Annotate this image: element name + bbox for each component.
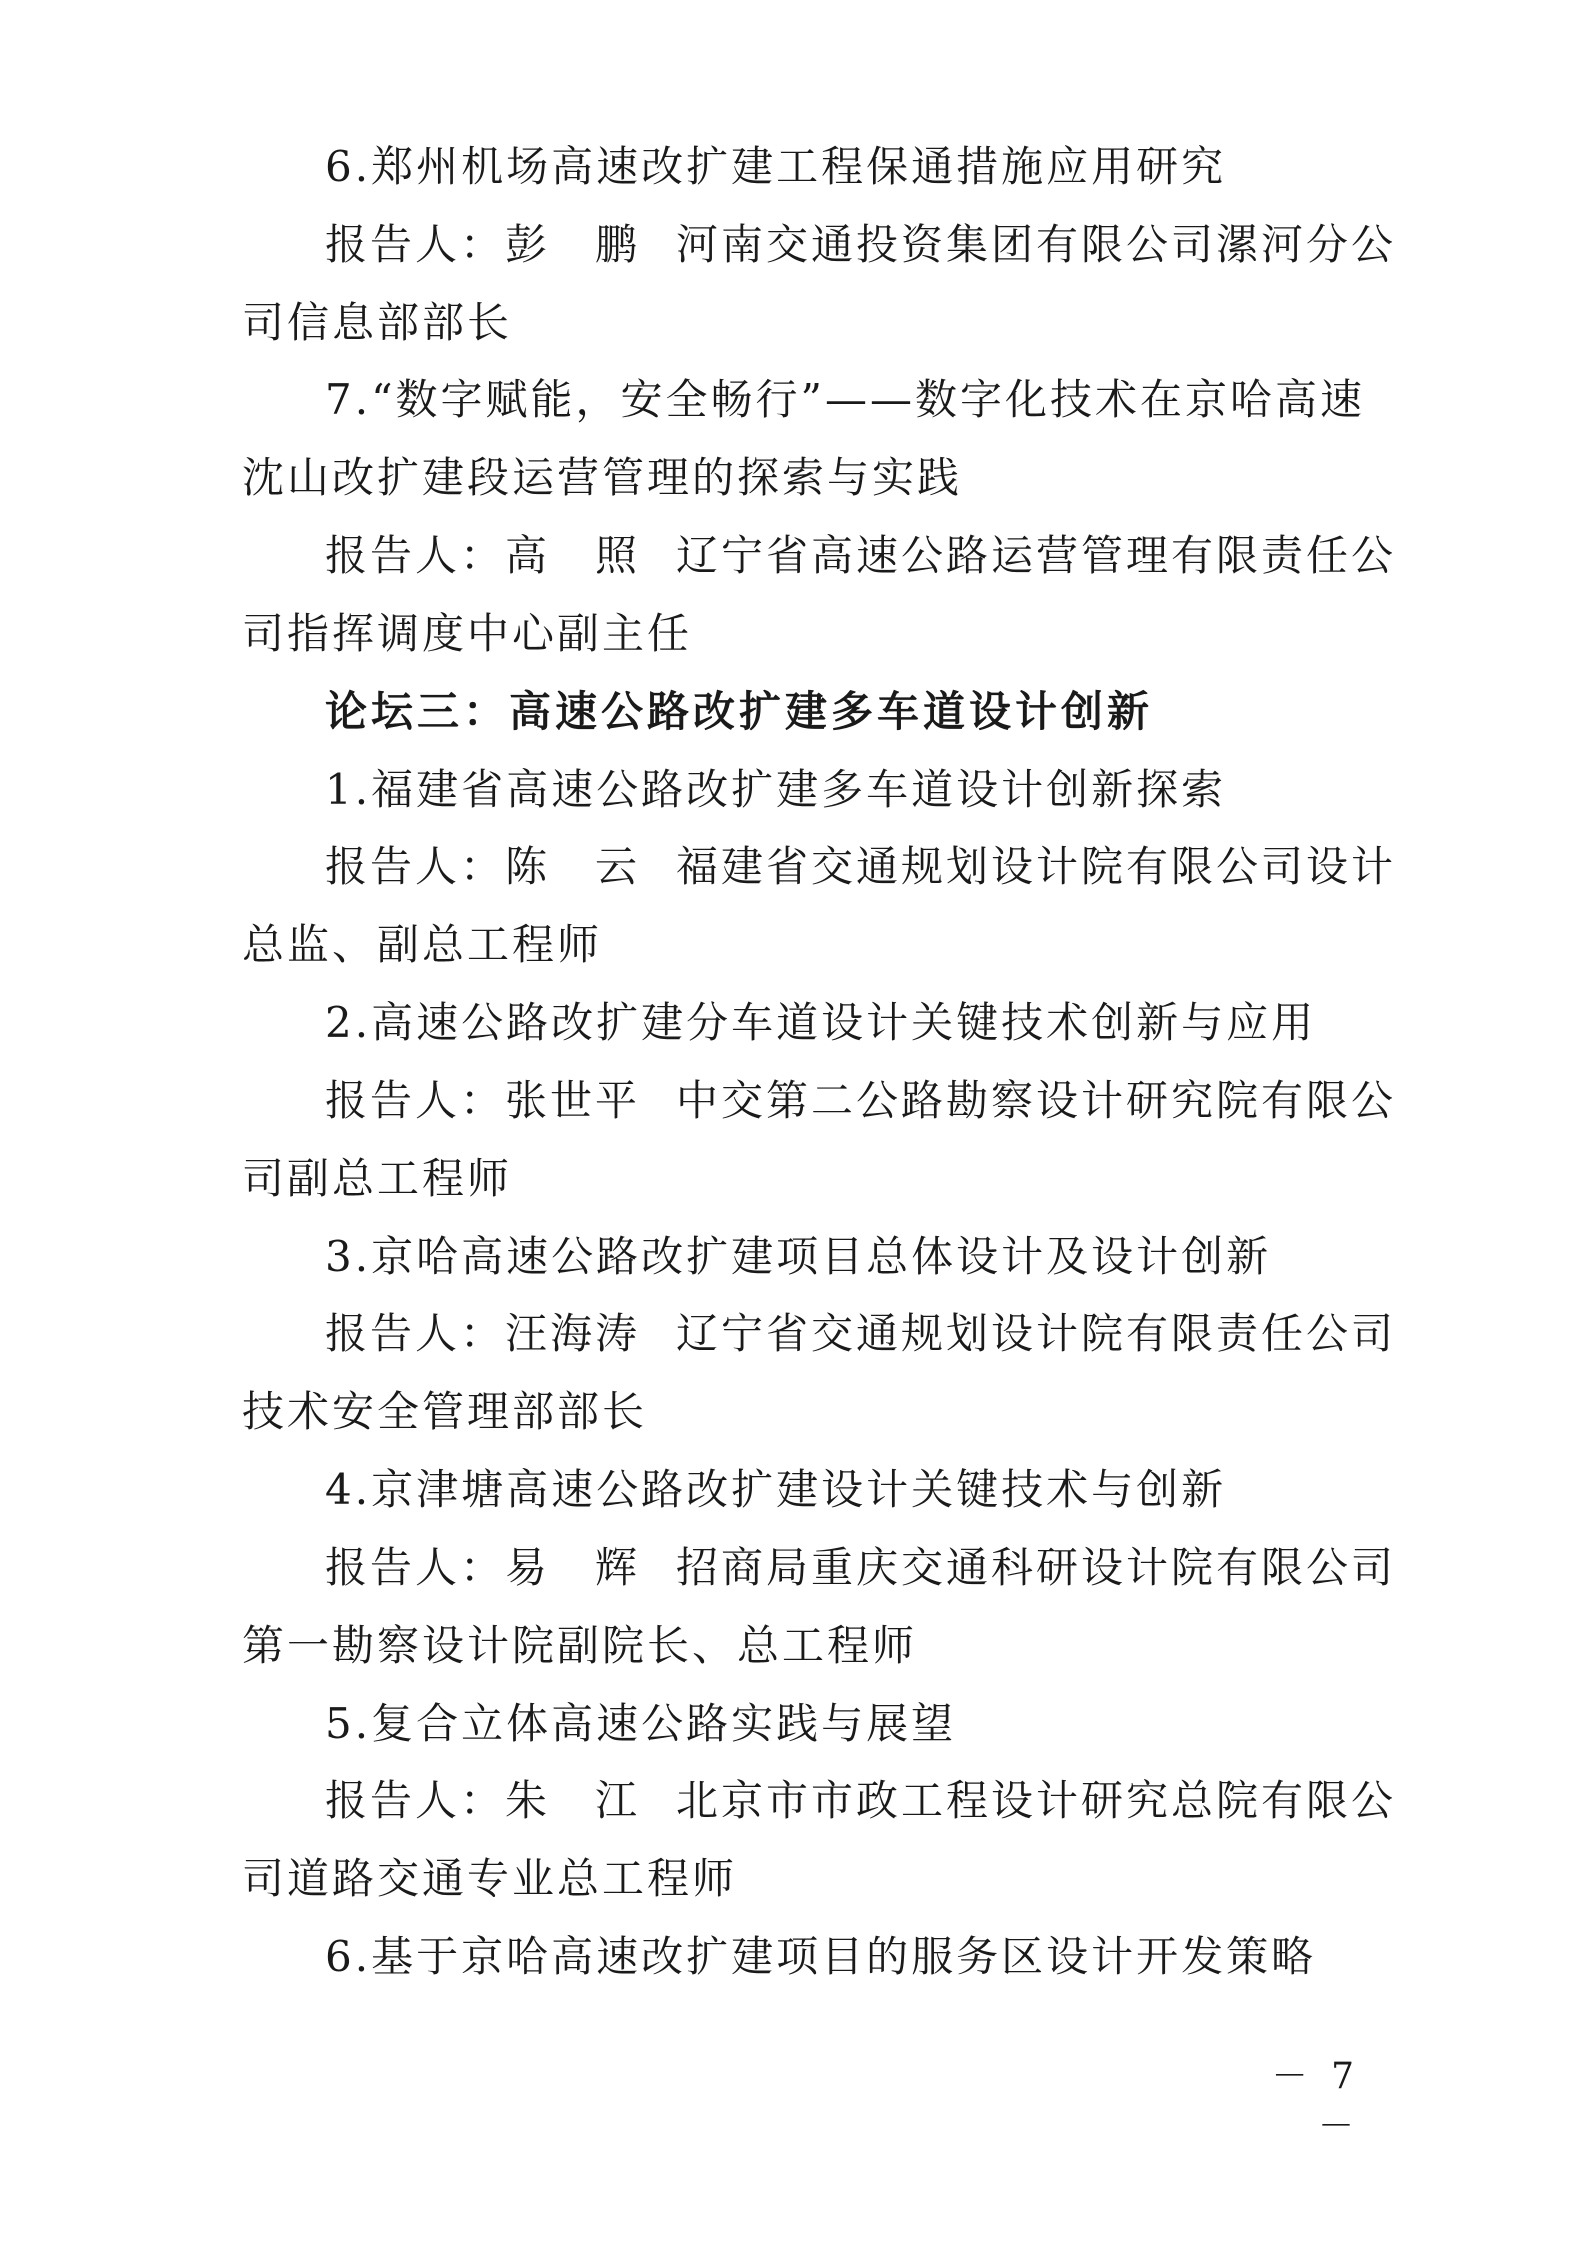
reporter-label: 报告人： — [325, 1076, 506, 1125]
reporter-name: 陈 云 — [505, 842, 641, 891]
f3-item-5-reporter-cont: 司道路交通专业总工程师 — [242, 1854, 738, 1903]
item-7-title: 7.“数字赋能，安全畅行”——数字化技术在京哈高速 — [325, 375, 1366, 424]
f3-item-4-title: 4.京津塘高速公路改扩建设计关键技术与创新 — [325, 1465, 1227, 1514]
reporter-org: 北京市市政工程设计研究总院有限公 — [676, 1776, 1397, 1825]
item-7-title-cont: 沈山改扩建段运营管理的探索与实践 — [242, 453, 963, 502]
reporter-name: 彭 鹏 — [505, 220, 641, 269]
reporter-name: 朱 江 — [505, 1776, 641, 1825]
reporter-name: 汪海涛 — [505, 1309, 641, 1358]
f3-item-1-reporter-cont: 总监、副总工程师 — [242, 920, 603, 969]
reporter-label: 报告人： — [325, 1543, 506, 1592]
f3-item-3-title: 3.京哈高速公路改扩建项目总体设计及设计创新 — [325, 1232, 1272, 1281]
reporter-label: 报告人： — [325, 1776, 506, 1825]
reporter-org: 辽宁省高速公路运营管理有限责任公 — [676, 531, 1397, 580]
f3-item-1-title: 1.福建省高速公路改扩建多车道设计创新探索 — [325, 765, 1227, 814]
reporter-name: 易 辉 — [505, 1543, 641, 1592]
f3-item-5-reporter — [325, 1762, 1397, 1840]
f3-item-4-reporter-cont: 第一勘察设计院副院长、总工程师 — [242, 1621, 918, 1670]
reporter-org: 中交第二公路勘察设计研究院有限公 — [676, 1076, 1397, 1125]
f3-item-5-title: 5.复合立体高速公路实践与展望 — [325, 1699, 957, 1748]
reporter-label: 报告人： — [325, 531, 506, 580]
item-6-reporter-cont: 司信息部部长 — [242, 298, 513, 347]
f3-item-3-reporter — [325, 1295, 1397, 1373]
f3-item-3-reporter-cont: 技术安全管理部部长 — [242, 1387, 648, 1436]
f3-item-1-reporter — [325, 828, 1397, 906]
reporter-org: 河南交通投资集团有限公司漯河分公 — [676, 220, 1397, 269]
f3-item-2-reporter-cont: 司副总工程师 — [242, 1154, 513, 1203]
reporter-name: 张世平 — [505, 1076, 641, 1125]
reporter-org: 招商局重庆交通科研设计院有限公司 — [676, 1543, 1397, 1592]
reporter-name: 高 照 — [505, 531, 641, 580]
reporter-label: 报告人： — [325, 220, 506, 269]
item-6-title: 6.郑州机场高速改扩建工程保通措施应用研究 — [325, 142, 1227, 191]
reporter-label: 报告人： — [325, 842, 506, 891]
forum-3-heading: 论坛三：高速公路改扩建多车道设计创新 — [325, 687, 1154, 736]
f3-item-6-title: 6.基于京哈高速改扩建项目的服务区设计开发策略 — [325, 1932, 1317, 1981]
page-number: － 7 － — [1271, 2056, 1360, 2147]
f3-item-4-reporter — [325, 1529, 1397, 1607]
item-7-reporter — [325, 517, 1397, 595]
reporter-org: 福建省交通规划设计院有限公司设计 — [676, 842, 1397, 891]
f3-item-2-title: 2.高速公路改扩建分车道设计关键技术创新与应用 — [325, 998, 1317, 1047]
item-7-reporter-cont: 司指挥调度中心副主任 — [242, 609, 693, 658]
f3-item-2-reporter — [325, 1062, 1397, 1140]
reporter-label: 报告人： — [325, 1309, 506, 1358]
reporter-org: 辽宁省交通规划设计院有限责任公司 — [676, 1309, 1397, 1358]
item-6-reporter — [325, 206, 1397, 284]
